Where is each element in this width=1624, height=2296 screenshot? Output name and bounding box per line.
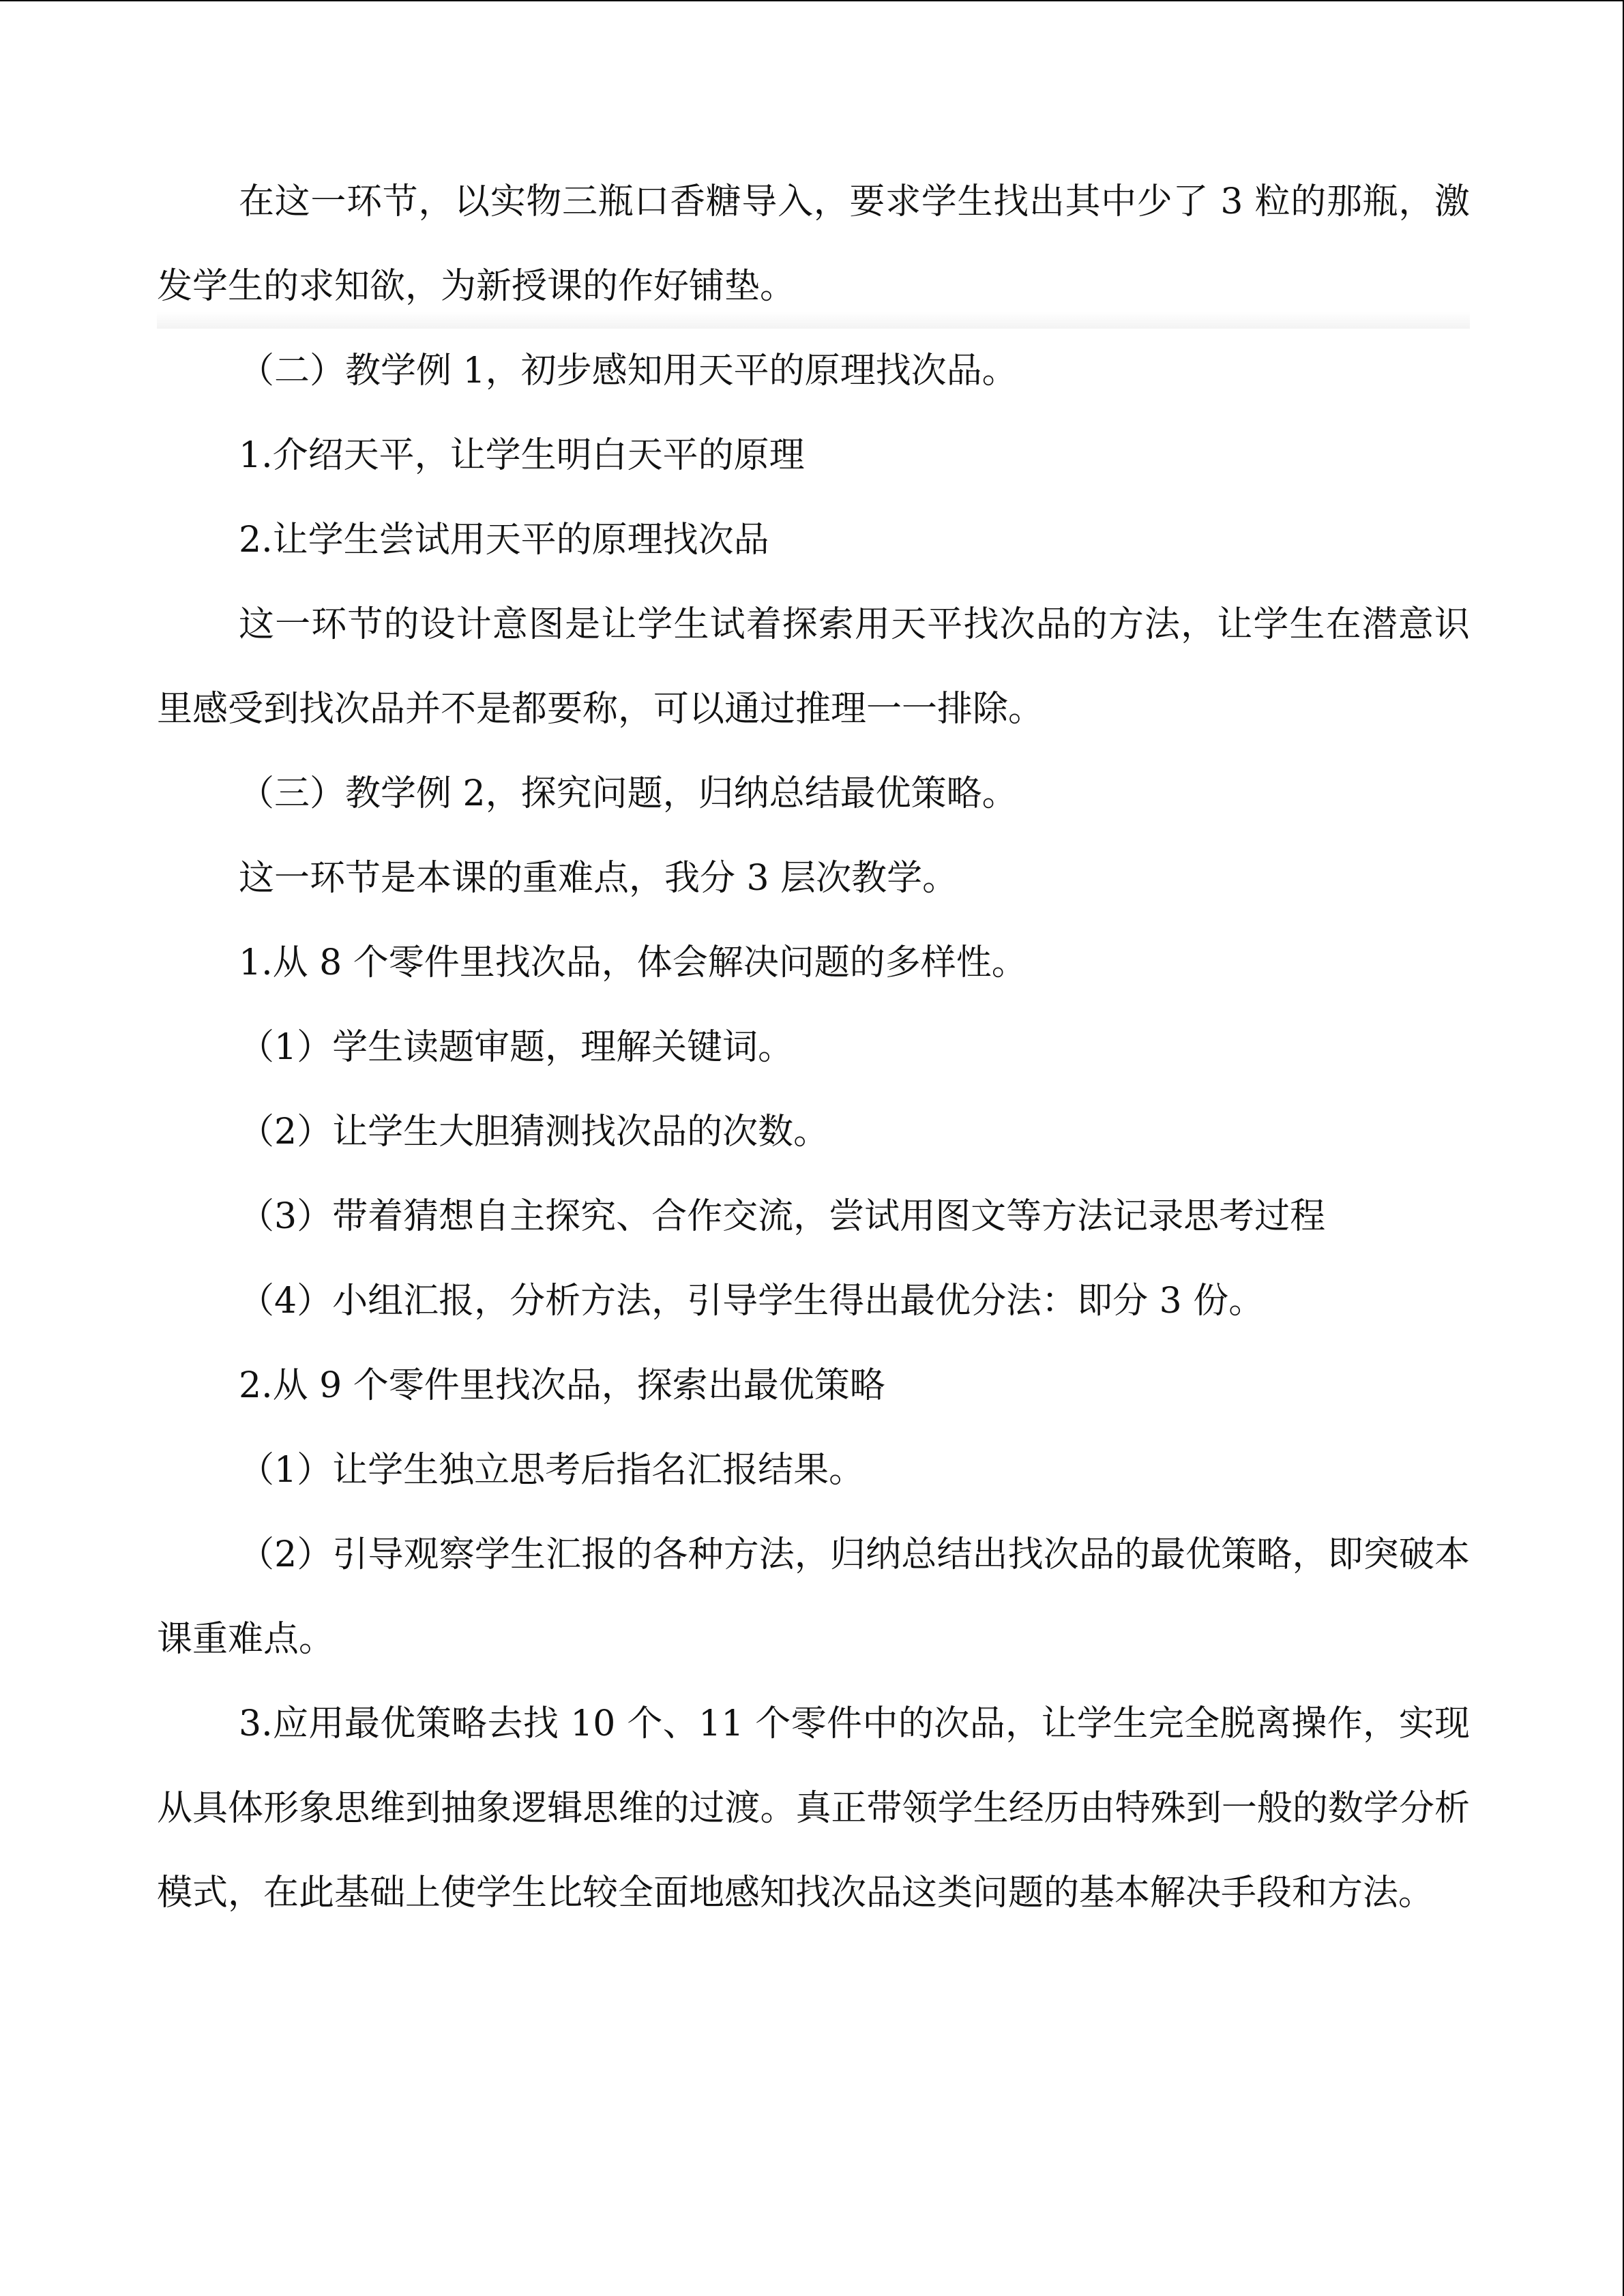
- paragraph-subitem: （3）带着猜想自主探究、合作交流，尝试用图文等方法记录思考过程: [239, 1196, 1326, 1237]
- paragraph-subitem: （2）引导观察学生汇报的各种方法，归纳总结出找次品的最优策略，即突破本课重难点。: [157, 1534, 1470, 1660]
- paragraph-section-3-heading: （三）教学例 2，探究问题，归纳总结最优策略。: [239, 773, 1018, 814]
- paragraph-item: 1.从 8 个零件里找次品，体会解决问题的多样性。: [239, 942, 1027, 983]
- paragraph-subitem: （1）让学生独立思考后指名汇报结果。: [239, 1450, 865, 1491]
- paragraph-subitem: （4）小组汇报，分析方法，引导学生得出最优分法：即分 3 份。: [239, 1281, 1265, 1322]
- paragraph-design-intent: 这一环节的设计意图是让学生试着探索用天平找次品的方法，让学生在潜意识里感受到找次品并不是都要称，可以通过推理一一排除。: [157, 604, 1470, 730]
- paragraph-item: 1.介绍天平，让学生明白天平的原理: [239, 435, 805, 476]
- paragraph-text: 这一环节是本课的重难点，我分 3 层次教学。: [239, 858, 958, 899]
- paragraph-item: 3.应用最优策略去找 10 个、11 个零件中的次品，让学生完全脱离操作，实现从具体形象思维到抽象逻辑思维的过渡。真正带领学生经历由特殊到一般的数学分析模式，在此基础上使学生比较全面地感知找次品这类问题的基本解决手段和方法。: [157, 1703, 1470, 1913]
- paragraph-item: 2.从 9 个零件里找次品，探索出最优策略: [239, 1365, 885, 1406]
- document-body: [157, 160, 1470, 1935]
- paragraph-intro: 在这一环节，以实物三瓶口香糖导入，要求学生找出其中少了 3 粒的那瓶，激发学生的求知欲，为新授课的作好铺垫。: [157, 160, 1470, 329]
- paragraph-section-2-heading: （二）教学例 1，初步感知用天平的原理找次品。: [239, 351, 1018, 391]
- paragraph-item: 2.让学生尝试用天平的原理找次品: [239, 520, 769, 561]
- paragraph-subitem: （1）学生读题审题，理解关键词。: [239, 1027, 794, 1068]
- paragraph-subitem: （2）让学生大胆猜测找次品的次数。: [239, 1112, 829, 1152]
